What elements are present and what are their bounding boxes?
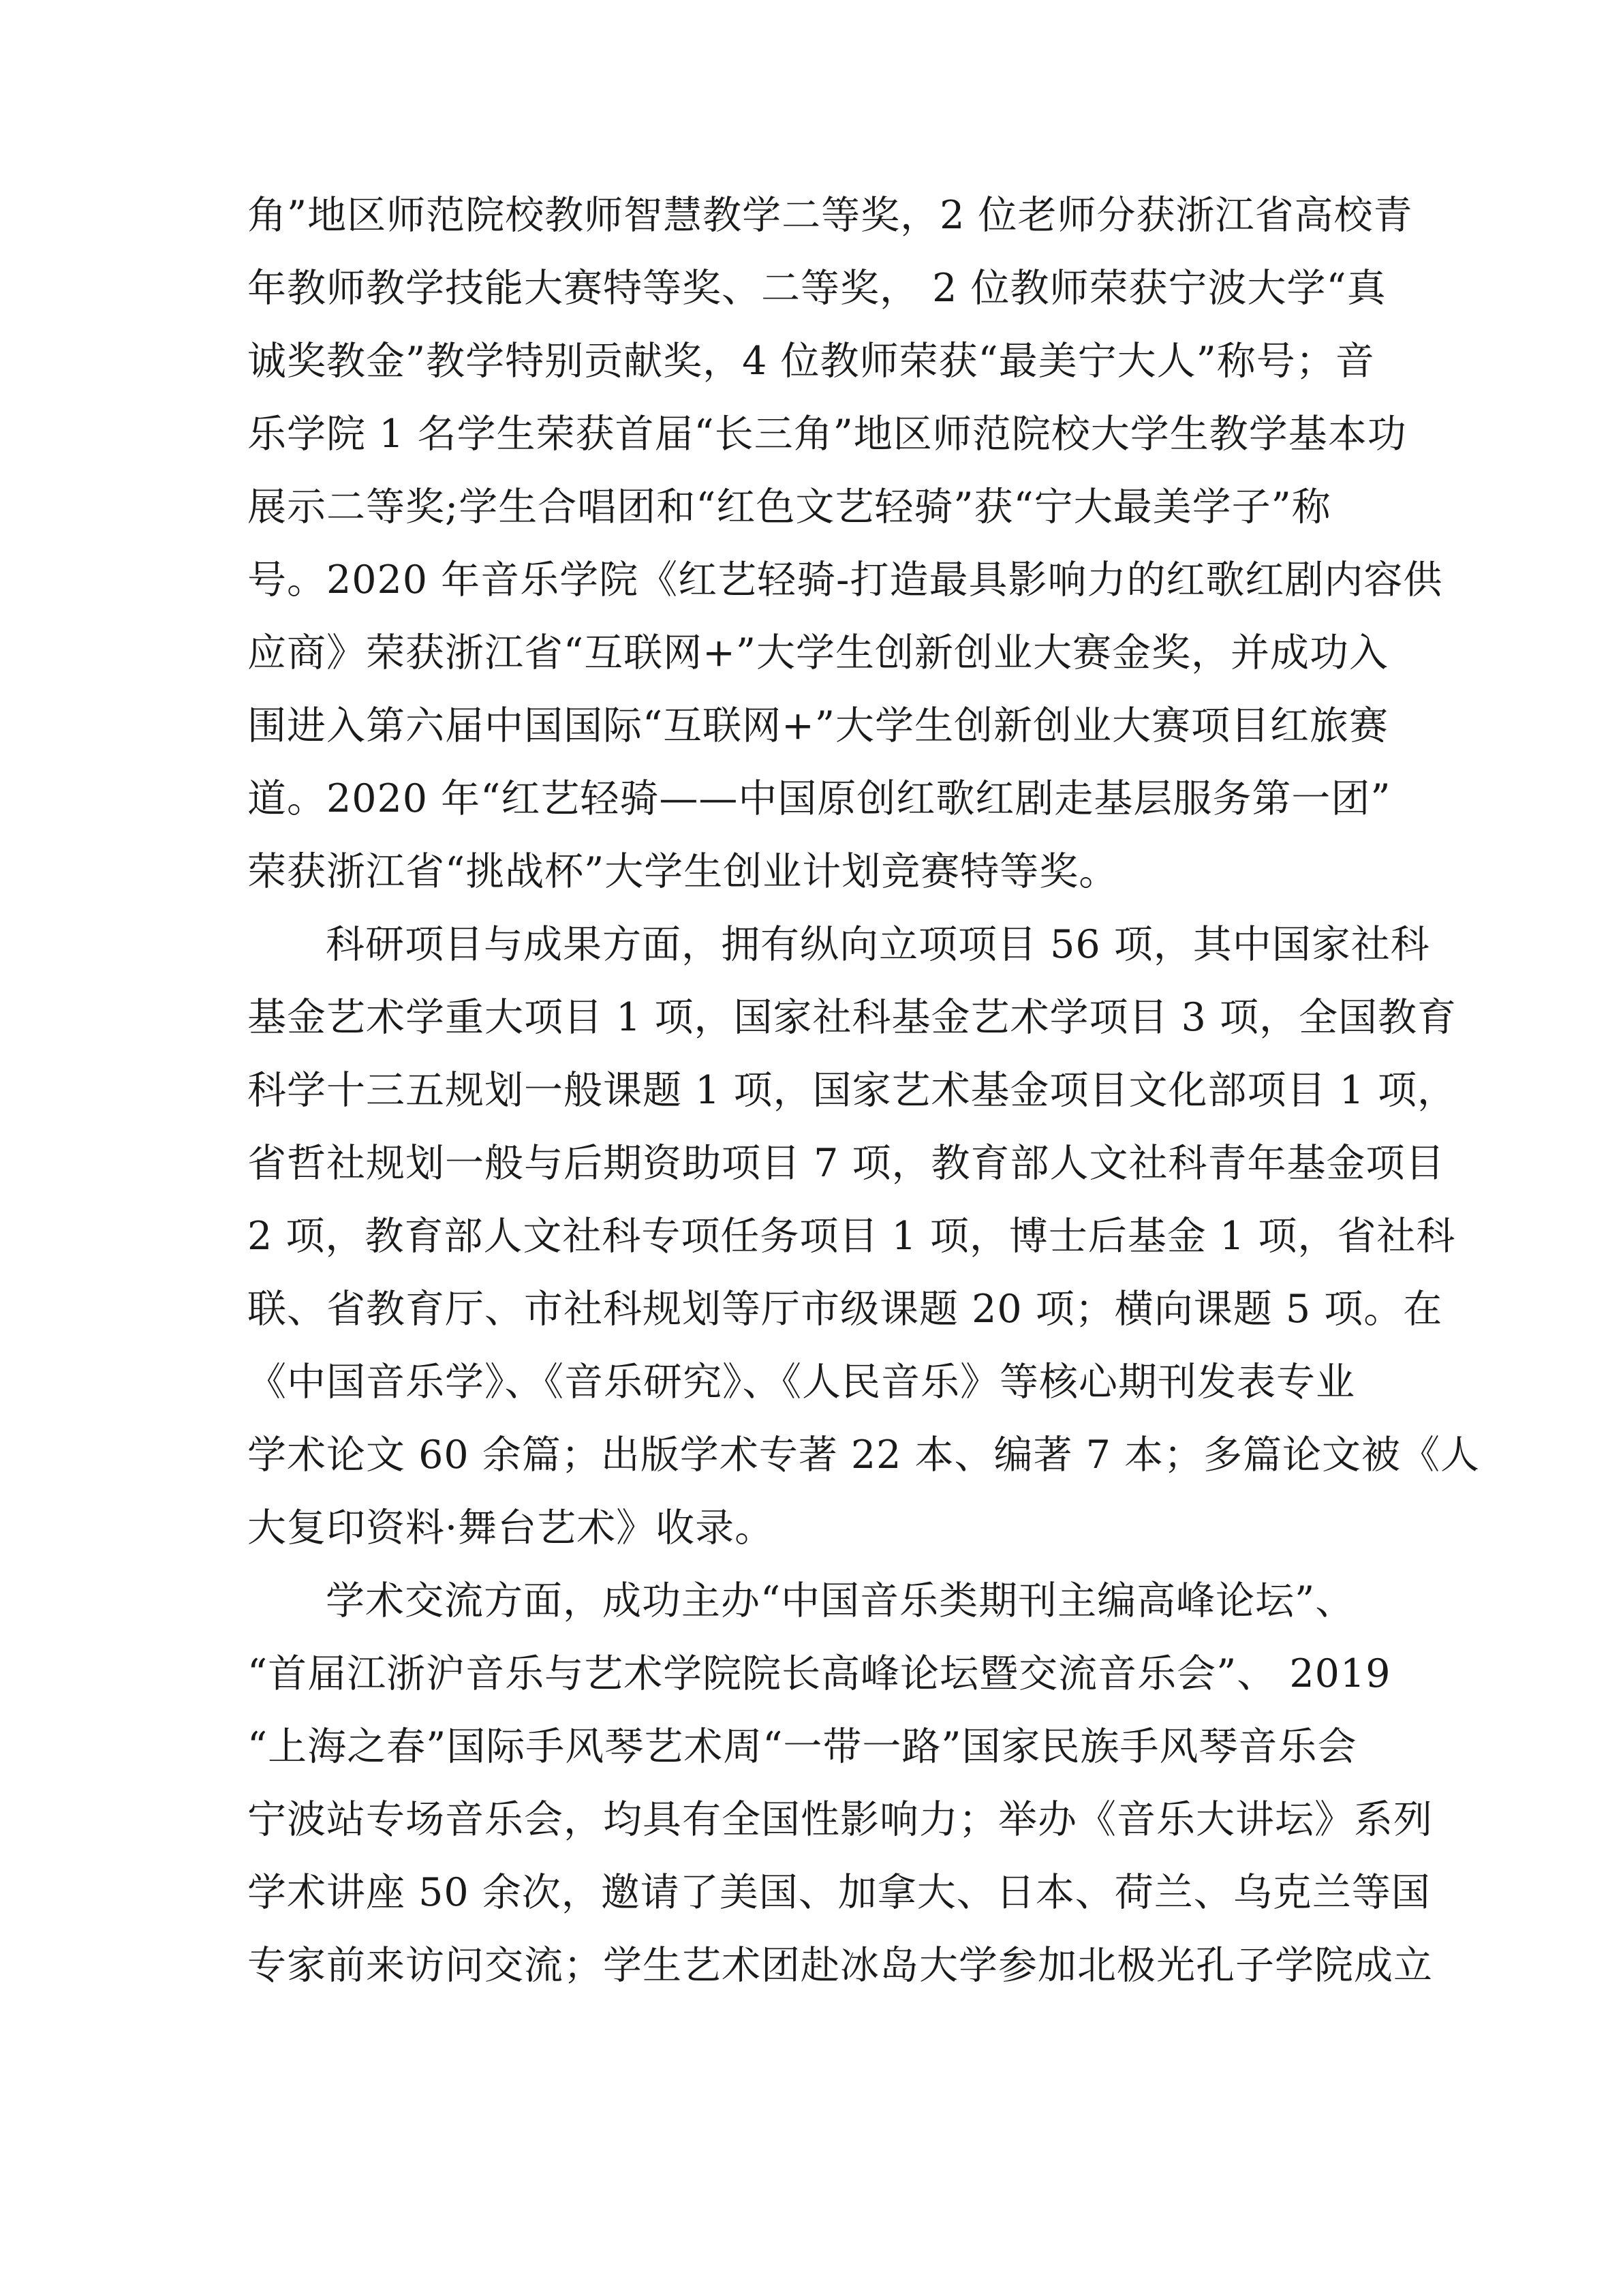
- text-line: 号。2020 年音乐学院《红艺轻骑-打造最具影响力的红歌红剧内容供: [247, 557, 1443, 602]
- text-line: 2 项，教育部人文社科专项任务项目 1 项，博士后基金 1 项，省社科: [247, 1214, 1456, 1259]
- text-line: 学术论文 60 余篇；出版学术专著 22 本、编著 7 本；多篇论文被《人: [247, 1433, 1481, 1478]
- text-line: “上海之春”国际手风琴艺术周“一带一路”国家民族手风琴音乐会: [247, 1724, 1357, 1769]
- text-line: 宁波站专场音乐会，均具有全国性影响力；举办《音乐大讲坛》系列: [247, 1797, 1433, 1842]
- text-line: 《中国音乐学》、《音乐研究》、《人民音乐》等核心期刊发表专业: [247, 1360, 1355, 1405]
- text-line: 科学十三五规划一般课题 1 项，国家艺术基金项目文化部项目 1 项，: [247, 1068, 1457, 1113]
- text-line: “首届江浙沪音乐与艺术学院院长高峰论坛暨交流音乐会”、 2019: [247, 1651, 1391, 1696]
- text-line: 联、省教育厅、市社科规划等厅市级课题 20 项；横向课题 5 项。在: [247, 1287, 1443, 1332]
- text-line: 角”地区师范院校教师智慧教学二等奖，2 位老师分获浙江省高校青: [247, 193, 1413, 238]
- text-line: 乐学院 1 名学生荣获首届“长三角”地区师范院校大学生教学基本功: [247, 412, 1407, 457]
- text-line: 展示二等奖;学生合唱团和“红色文艺轻骑”获“宁大最美学子”称: [247, 485, 1331, 530]
- text-line: 大复印资料·舞台艺术》收录。: [247, 1505, 775, 1550]
- text-line: 年教师教学技能大赛特等奖、二等奖， 2 位教师荣获宁波大学“真: [247, 266, 1387, 311]
- text-line: 基金艺术学重大项目 1 项，国家社科基金艺术学项目 3 项，全国教育: [247, 995, 1457, 1040]
- text-line: 道。2020 年“红艺轻骑——中国原创红歌红剧走基层服务第一团”: [247, 776, 1391, 821]
- text-line: 省哲社规划一般与后期资助项目 7 项，教育部人文社科青年基金项目: [247, 1141, 1445, 1186]
- paragraph-first-line: 学术交流方面，成功主办“中国音乐类期刊主编高峰论坛”、: [326, 1578, 1355, 1623]
- text-line: 荣获浙江省“挑战杯”大学生创业计划竞赛特等奖。: [247, 849, 1119, 894]
- text-line: 应商》荣获浙江省“互联网+”大学生创新创业大赛金奖，并成功入: [247, 630, 1389, 675]
- text-line: 专家前来访问交流；学生艺术团赴冰岛大学参加北极光孔子学院成立: [247, 1943, 1433, 1988]
- paragraph-first-line: 科研项目与成果方面，拥有纵向立项项目 56 项，其中国家社科: [326, 922, 1430, 967]
- text-line: 围进入第六届中国国际“互联网+”大学生创新创业大赛项目红旅赛: [247, 703, 1389, 748]
- text-line: 诚奖教金”教学特别贡献奖，4 位教师荣获“最美宁大人”称号；音: [247, 339, 1375, 384]
- text-line: 学术讲座 50 余次，邀请了美国、加拿大、日本、荷兰、乌克兰等国: [247, 1870, 1431, 1915]
